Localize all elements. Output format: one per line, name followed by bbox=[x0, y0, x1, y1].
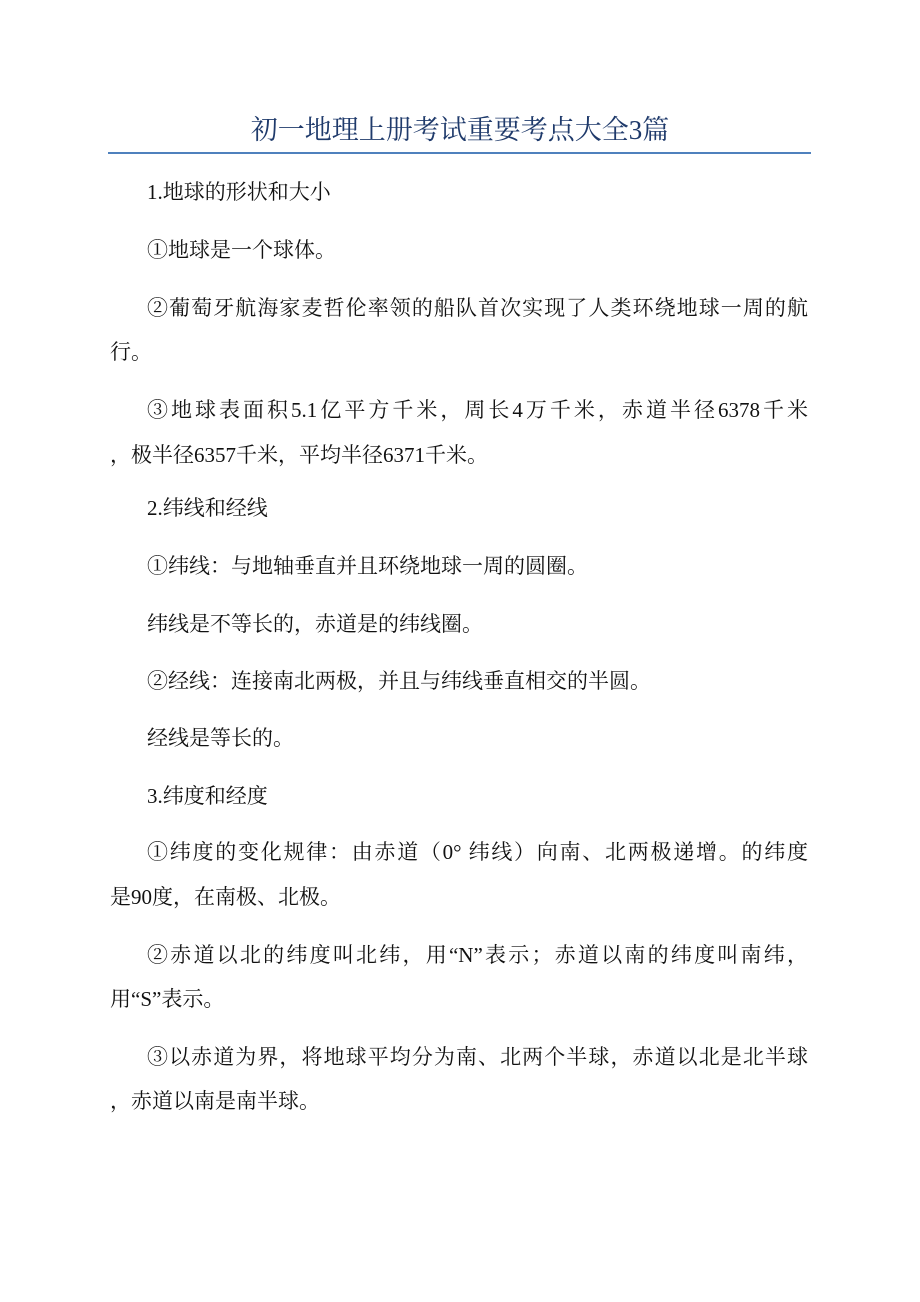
paragraph-line: 纬线是不等长的，赤道是的纬线圈。 bbox=[147, 612, 483, 636]
paragraph-line: ②赤道以北的纬度叫北纬，用“N”表示；赤道以南的纬度叫南纬， bbox=[147, 943, 808, 967]
paragraph-line: 1.地球的形状和大小 bbox=[147, 180, 331, 204]
paragraph-continuation-line: ，赤道以南是南半球。 bbox=[110, 1089, 320, 1113]
paragraph-line: ③以赤道为界，将地球平均分为南、北两个半球，赤道以北是北半球 bbox=[147, 1045, 808, 1069]
paragraph-line: ③地球表面积5.1亿平方千米，周长4万千米，赤道半径6378千米 bbox=[147, 398, 808, 422]
paragraph-line: 2.纬线和经线 bbox=[147, 496, 268, 520]
paragraph-continuation-line: 行。 bbox=[110, 340, 152, 364]
paragraph-line: 经线是等长的。 bbox=[147, 726, 294, 750]
paragraph-line: ①地球是一个球体。 bbox=[147, 238, 336, 262]
paragraph-line: ①纬度的变化规律：由赤道（0° 纬线）向南、北两极递增。的纬度 bbox=[147, 840, 808, 864]
title-divider bbox=[108, 152, 811, 154]
paragraph-continuation-line: 用“S”表示。 bbox=[110, 987, 225, 1011]
paragraph-line: ②经线：连接南北两极，并且与纬线垂直相交的半圆。 bbox=[147, 669, 651, 693]
paragraph-line: ①纬线：与地轴垂直并且环绕地球一周的圆圈。 bbox=[147, 554, 588, 578]
paragraph-continuation-line: ，极半径6357千米，平均半径6371千米。 bbox=[110, 443, 488, 467]
paragraph-line: ②葡萄牙航海家麦哲伦率领的船队首次实现了人类环绕地球一周的航 bbox=[147, 296, 808, 320]
paragraph-line: 3.纬度和经度 bbox=[147, 784, 268, 808]
document-title: 初一地理上册考试重要考点大全3篇 bbox=[250, 115, 670, 145]
paragraph-continuation-line: 是90度，在南极、北极。 bbox=[110, 885, 341, 909]
